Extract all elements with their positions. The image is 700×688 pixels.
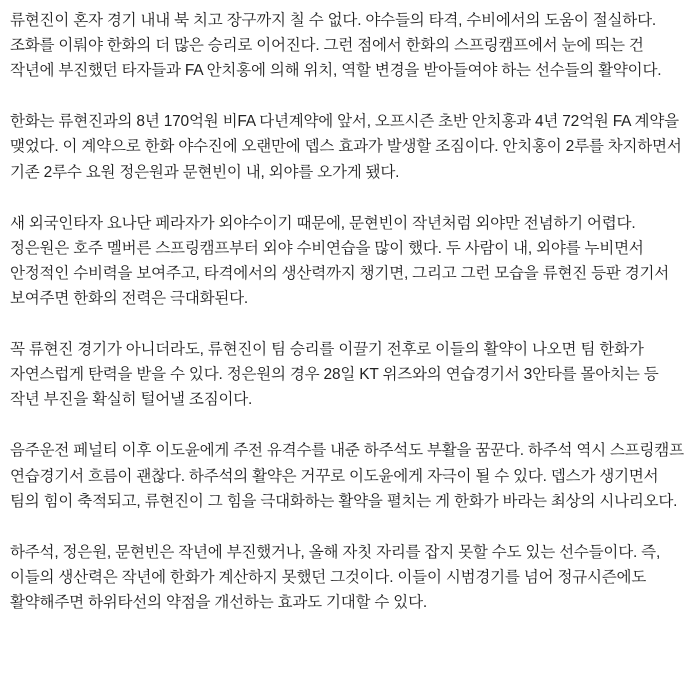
article-paragraph: 음주운전 페널티 이후 이도윤에게 주전 유격수를 내준 하주석도 부활을 꿈꾼다. 하주석 역시 스프링캠프 연습경기서 흐름이 괜찮다. 하주석의 활약은 거꾸로 이도윤에게 자극이 될 수 있다. 뎁스가 생기면서 팀의 힘이 축적되고, 류현진이 그 힘을 극대화하는 활약을 펼치는 게 한화가 바라는 최상의 시나리오다. xyxy=(10,442,684,510)
article-paragraph: 한화는 류현진과의 8년 170억원 비FA 다년계약에 앞서, 오프시즌 초반 안치홍과 4년 72억원 FA 계약을 맺었다. 이 계약으로 한화 야수진에 오랜만에 뎁스 효과가 발생할 조짐이다. 안치홍이 2루를 차지하면서 기존 2루수 요원 정은원과 문현빈이 내, 외야를 오가게 됐다. xyxy=(10,113,682,181)
article-paragraph: 꼭 류현진 경기가 아니더라도, 류현진이 팀 승리를 이끌기 전후로 이들의 활약이 나오면 팀 한화가 자연스럽게 탄력을 받을 수 있다. 정은원의 경우 28일 KT 위즈와의 연습경기서 3안타를 몰아치는 등 작년 부진을 확실히 털어낼 조짐이다. xyxy=(10,341,659,409)
article-paragraph: 류현진이 혼자 경기 내내 북 치고 장구까지 칠 수 없다. 야수들의 타격, 수비에서의 도움이 절실하다. 조화를 이뤄야 한화의 더 많은 승리로 이어진다. 그런 점에서 한화의 스프링캠프에서 눈에 띄는 건 작년에 부진했던 타자들과 FA 안치홍에 의해 위치, 역할 변경을 받아들여야 하는 선수들의 활약이다. xyxy=(10,12,662,80)
article-paragraph: 새 외국인타자 요나단 페라자가 외야수이기 때문에, 문현빈이 작년처럼 외야만 전념하기 어렵다. 정은원은 호주 멜버른 스프링캠프부터 외야 수비연습을 많이 했다. 두 사람이 내, 외야를 누비면서 안정적인 수비력을 보여주고, 타격에서의 생산력까지 챙기면, 그리고 그런 모습을 류현진 등판 경기서 보여주면 한화의 전력은 극대화된다. xyxy=(10,214,670,307)
article-paragraph: 하주석, 정은원, 문현빈은 작년에 부진했거나, 올해 자칫 자리를 잡지 못할 수도 있는 선수들이다. 즉, 이들의 생산력은 작년에 한화가 계산하지 못했던 그것이다. 이들이 시범경기를 넘어 정규시즌에도 활약해주면 하위타선의 약점을 개선하는 효과도 기대할 수 있다. xyxy=(10,543,661,611)
